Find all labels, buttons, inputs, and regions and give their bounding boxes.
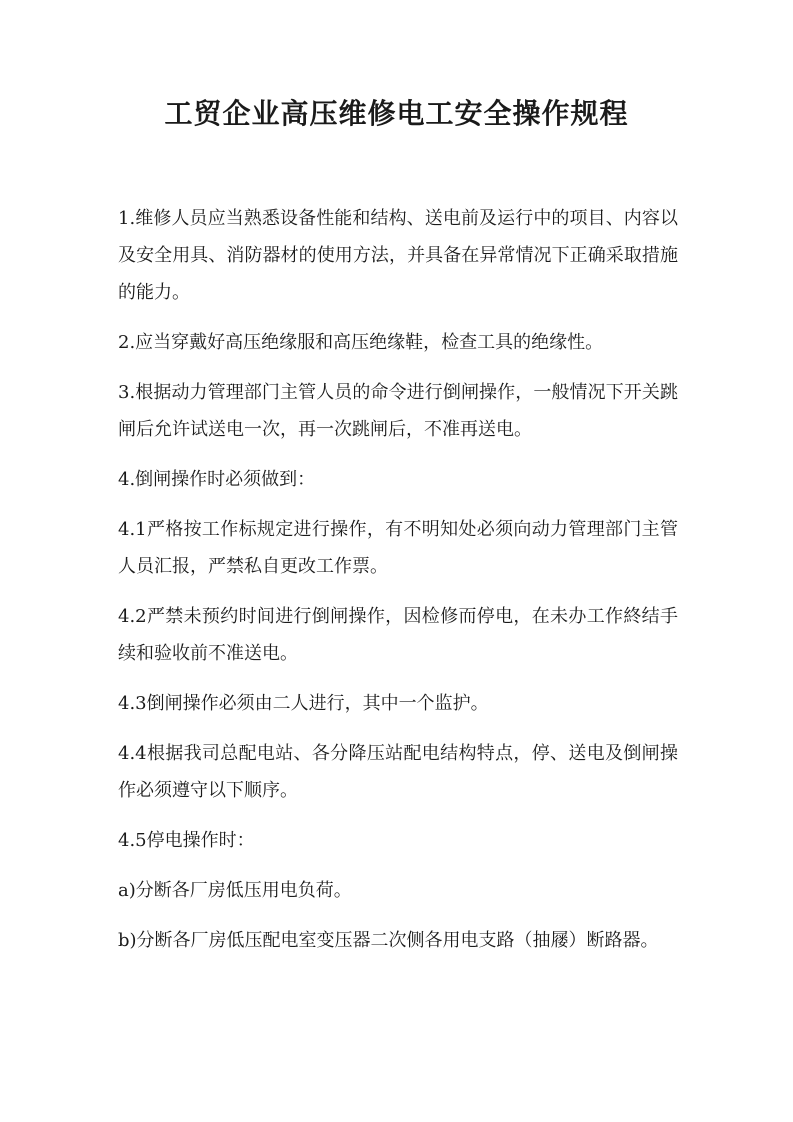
document-title: 工贸企业高压维修电工安全操作规程 (164, 97, 629, 130)
paragraph-4-5: 4.5停电操作时： (118, 830, 255, 851)
paragraph-4-2: 4.2严禁未预约时间进行倒闸操作，因检修而停电，在未办工作終结手续和验收前不准送电。 (118, 606, 678, 664)
paragraph-3: 3.根据动力管理部门主管人员的命令进行倒闸操作，一般情况下开关跳闸后允许试送电一次，再一次跳闸后，不准再送电。 (118, 382, 678, 440)
paragraph-4-3: 4.3倒闸操作必须由二人进行，其中一个监护。 (118, 693, 489, 714)
paragraph-b: b)分断各厂房低压配电室变压器二次侧各用电支路（抽屦）断路器。 (118, 930, 659, 951)
paragraph-a: a)分断各厂房低压用电负荷。 (118, 880, 352, 901)
paragraph-2: 2.应当穿戴好高压绝缘服和高压绝缘鞋，检查工具的绝缘性。 (118, 332, 604, 353)
paragraph-1: 1.维修人员应当熟悉设备性能和结构、送电前及运行中的项目、内容以及安全用具、消防器材的使用方法，并具备在异常情况下正确采取措施的能力。 (118, 208, 678, 303)
document-body (118, 200, 678, 972)
paragraph-4-1: 4.1严格按工作标规定进行操作，有不明知处必须向动力管理部门主管人员汇报，严禁私自更改工作票。 (118, 519, 678, 577)
paragraph-4-4: 4.4根据我司总配电站、各分降压站配电结构特点，停、送电及倒闸操作必须遵守以下顺序。 (118, 743, 678, 801)
paragraph-4: 4.倒闸操作时必须做到： (118, 469, 316, 490)
